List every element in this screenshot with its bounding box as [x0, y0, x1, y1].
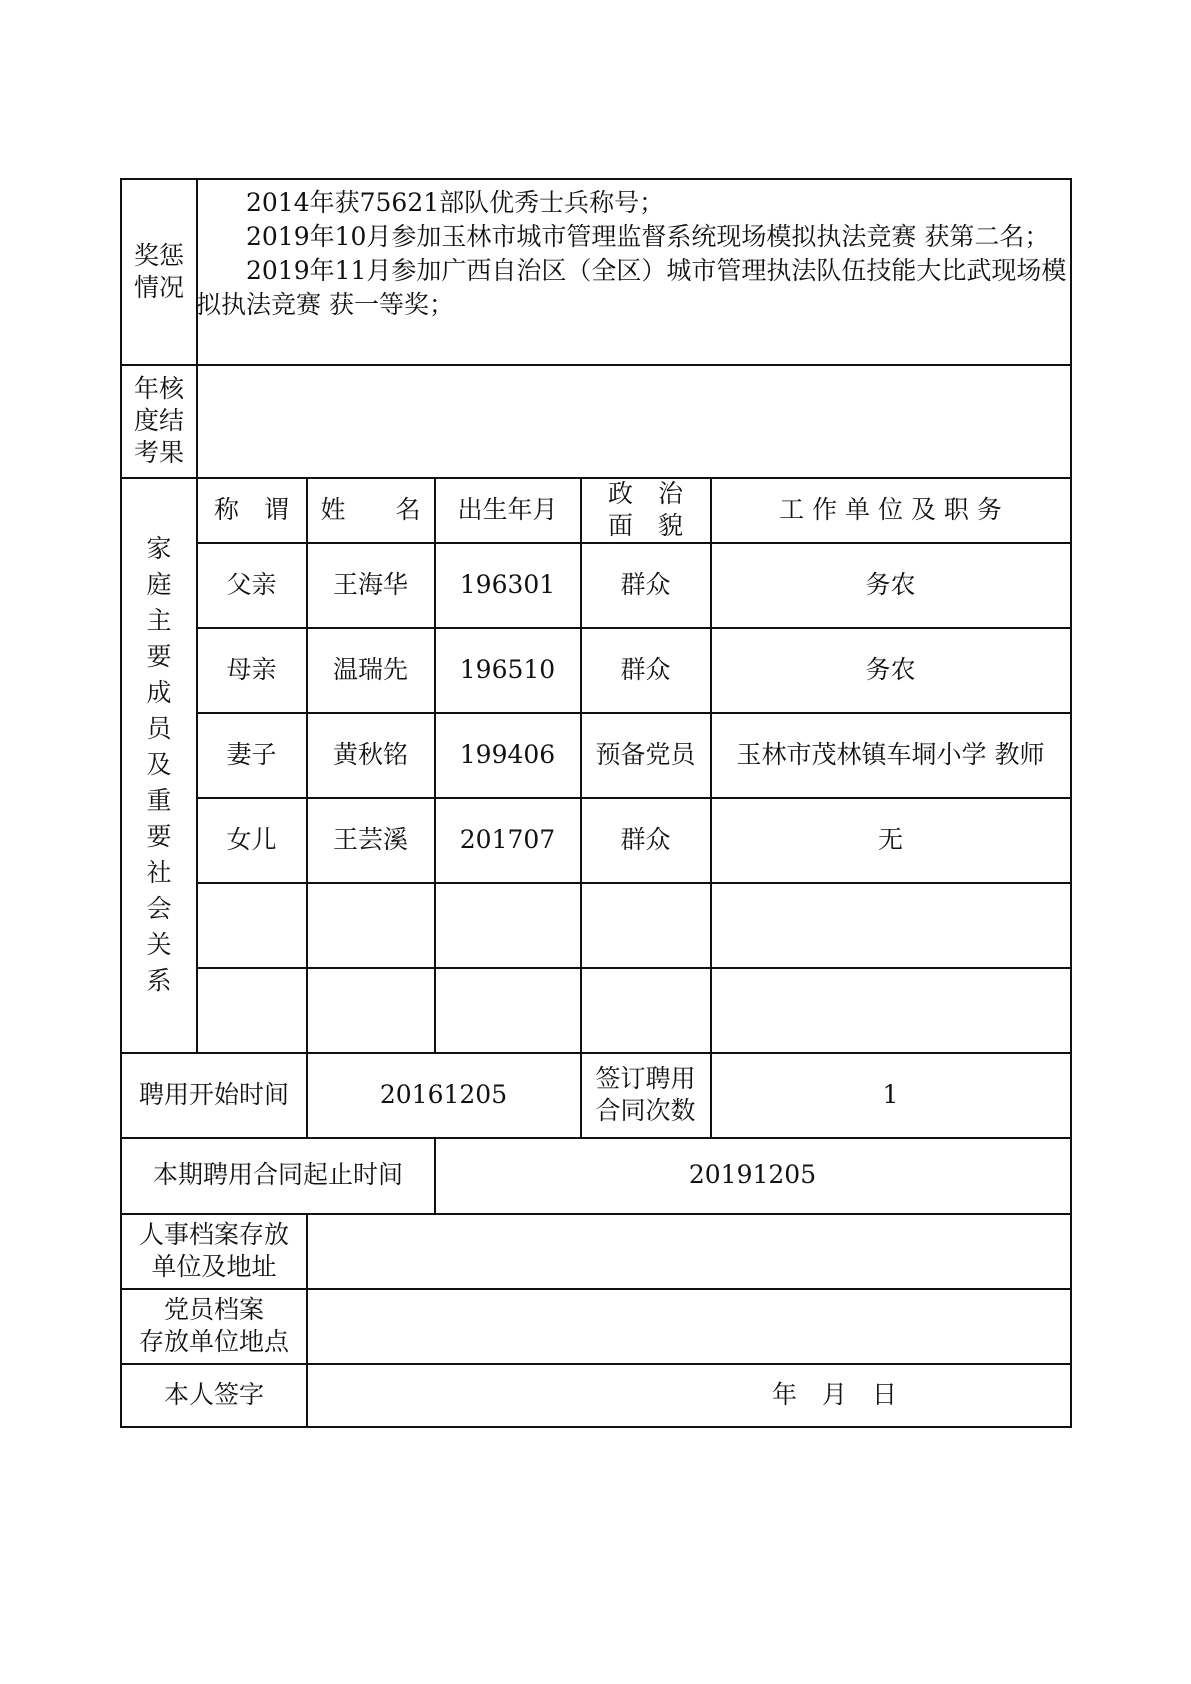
family-label-char: 要 — [146, 821, 172, 851]
family-work: 无 — [877, 824, 903, 854]
appraisal-label-char: 核 — [159, 373, 185, 403]
family-label-char: 社 — [146, 857, 172, 887]
awards-label-line-2: 情况 — [133, 273, 184, 302]
awards-content — [196, 186, 1070, 322]
family-relation: 女儿 — [226, 824, 277, 854]
award-item: 2019年11月参加广西自治区（全区）城市管理执法队伍技能大比武现场模拟执法竞赛 获一等奖； — [196, 256, 1067, 319]
party-archive-label — [122, 1288, 306, 1363]
personnel-archive-label-line-1: 人事档案存放 — [138, 1219, 289, 1249]
family-name: 王芸溪 — [332, 824, 408, 854]
contract-count-label — [581, 1052, 710, 1137]
family-birth: 201707 — [459, 824, 556, 854]
family-label-char: 员 — [146, 713, 172, 743]
award-item: 2014年获75621部队优秀士兵称号； — [246, 188, 665, 217]
family-name: 温瑞先 — [332, 654, 408, 684]
personnel-archive-label — [122, 1213, 306, 1288]
header-name: 姓 名 — [320, 494, 421, 524]
family-work — [711, 882, 1070, 967]
appraisal-label — [122, 364, 196, 477]
family-label-char: 庭 — [146, 569, 172, 599]
family-name — [307, 882, 434, 967]
personnel-archive-value — [307, 1213, 1070, 1288]
family-name — [307, 967, 434, 1052]
appraisal-label-char: 果 — [159, 437, 185, 467]
family-work: 务农 — [865, 654, 916, 684]
appraisal-label-char: 度 — [133, 405, 159, 435]
family-political: 群众 — [620, 569, 671, 599]
family-name: 黄秋铭 — [332, 739, 408, 769]
start-time-value: 20161205 — [379, 1079, 508, 1109]
party-archive-value — [307, 1288, 1070, 1363]
family-label-char: 要 — [146, 641, 172, 671]
awards-label — [122, 180, 196, 364]
family-birth: 199406 — [459, 739, 556, 769]
contract-period-value: 20191205 — [688, 1160, 817, 1189]
family-relation — [197, 967, 306, 1052]
header-political — [581, 477, 710, 542]
contract-count-label-line-2: 合同次数 — [595, 1095, 696, 1125]
party-archive-label-line-2: 存放单位地点 — [138, 1326, 289, 1356]
family-work: 务农 — [865, 569, 916, 599]
header-political-line-1: 政 治 — [607, 478, 683, 508]
family-political: 群众 — [620, 824, 671, 854]
header-work: 工 作 单 位 及 职 务 — [779, 494, 1002, 524]
appraisal-value — [197, 364, 1070, 477]
family-work — [711, 967, 1070, 1052]
contract-period-label: 本期聘用合同起止时间 — [152, 1160, 403, 1189]
appraisal-label-char: 结 — [159, 405, 185, 435]
header-relation: 称 谓 — [213, 494, 289, 524]
awards-label-line-1: 奖惩 — [133, 241, 184, 270]
personnel-form — [120, 178, 1072, 1428]
family-birth — [435, 967, 580, 1052]
contract-count-label-line-1: 签订聘用 — [595, 1063, 696, 1093]
award-item: 2019年10月参加玉林市城市管理监督系统现场模拟执法竞赛 获第二名； — [246, 222, 1050, 251]
family-label-char: 成 — [146, 677, 172, 707]
family-label-char: 主 — [146, 605, 172, 635]
family-work: 玉林市茂林镇车垌小学 教师 — [736, 739, 1045, 769]
contract-count-value: 1 — [882, 1079, 899, 1109]
family-label-char: 关 — [146, 929, 172, 959]
family-political — [581, 882, 710, 967]
appraisal-label-char: 考 — [133, 437, 159, 467]
appraisal-label-char: 年 — [133, 373, 159, 403]
header-political-line-2: 面 貌 — [607, 510, 683, 540]
family-birth — [435, 882, 580, 967]
family-political — [581, 967, 710, 1052]
family-label-char: 系 — [146, 965, 172, 995]
family-label-char: 家 — [146, 533, 172, 563]
family-relation: 父亲 — [226, 569, 277, 599]
family-label-char: 重 — [146, 785, 172, 815]
family-name: 王海华 — [332, 569, 408, 599]
family-relation: 妻子 — [226, 739, 277, 769]
start-time-label: 聘用开始时间 — [138, 1079, 289, 1109]
family-political: 预备党员 — [595, 739, 696, 769]
family-birth: 196510 — [459, 654, 556, 684]
family-label-char: 及 — [146, 749, 172, 779]
personnel-archive-label-line-2: 单位及地址 — [151, 1251, 277, 1281]
family-relation: 母亲 — [226, 654, 277, 684]
family-label — [122, 477, 196, 1052]
family-relation — [197, 882, 306, 967]
family-birth: 196301 — [459, 569, 556, 599]
family-political: 群众 — [620, 654, 671, 684]
signature-date: 年 月 日 — [772, 1379, 898, 1409]
family-label-char: 会 — [146, 893, 172, 923]
signature-label: 本人签字 — [163, 1379, 264, 1409]
header-birth: 出生年月 — [457, 494, 558, 524]
party-archive-label-line-1: 党员档案 — [163, 1294, 264, 1324]
